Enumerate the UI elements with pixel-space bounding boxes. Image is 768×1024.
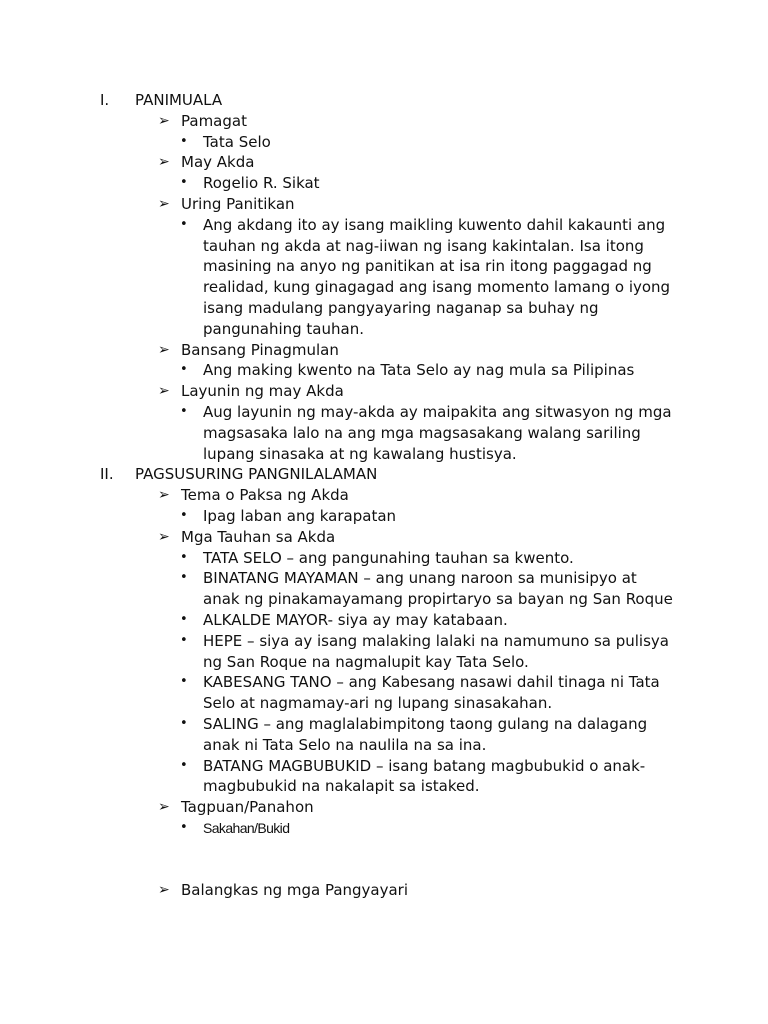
bullet-icon: • bbox=[180, 507, 188, 523]
bullet-item bbox=[0, 548, 768, 569]
bullet-icon: • bbox=[180, 674, 188, 690]
bullet-continuation bbox=[0, 589, 768, 610]
bullet-text: magsasaka lalo na ang mga magsasakang walang sariling bbox=[203, 423, 641, 442]
arrow-bullet-icon: ➢ bbox=[158, 528, 170, 545]
section-title: PAGSUSURING PANGNILALAMAN bbox=[135, 465, 378, 484]
bullet-text: BINATANG MAYAMAN – ang unang naroon sa munisipyo at bbox=[203, 569, 637, 588]
document-page bbox=[0, 90, 768, 901]
bullet-icon: • bbox=[180, 632, 188, 648]
bullet-continuation bbox=[0, 652, 768, 673]
bullet-text: pangunahing tauhan. bbox=[203, 319, 364, 338]
section-numeral: I. bbox=[100, 91, 110, 109]
bullet-icon: • bbox=[180, 570, 188, 586]
bullet-item bbox=[0, 402, 768, 423]
bullet-item bbox=[0, 360, 768, 381]
item-label: Tema o Paksa ng Akda bbox=[181, 486, 349, 505]
item-label: Bansang Pinagmulan bbox=[181, 340, 339, 359]
bullet-item bbox=[0, 631, 768, 652]
section-heading bbox=[0, 464, 768, 485]
bullet-text: SALING – ang maglalabimpitong taong gulang na dalagang bbox=[203, 714, 648, 733]
bullet-text: magbubukid na nakalapit sa istaked. bbox=[203, 777, 480, 796]
arrow-bullet-icon: ➢ bbox=[158, 799, 170, 816]
bullet-icon: • bbox=[180, 175, 188, 191]
arrow-bullet-icon: ➢ bbox=[158, 341, 170, 358]
arrow-bullet-icon: ➢ bbox=[158, 882, 170, 899]
list-item bbox=[0, 880, 768, 901]
list-item bbox=[0, 194, 768, 215]
bullet-icon: • bbox=[180, 549, 188, 565]
bullet-continuation bbox=[0, 277, 768, 298]
bullet-icon: • bbox=[180, 757, 188, 773]
bullet-text: KABESANG TANO – ang Kabesang nasawi dahil tinaga ni Tata bbox=[203, 673, 660, 692]
bullet-text: Ang making kwento na Tata Selo ay nag mula sa Pilipinas bbox=[203, 361, 635, 380]
blank-space bbox=[0, 839, 768, 881]
item-label: Layunin ng may Akda bbox=[181, 382, 344, 401]
section-heading bbox=[0, 90, 768, 111]
bullet-text: anak ng pinakamayamang propirtaryo sa bayan ng San Roque bbox=[203, 590, 673, 609]
bullet-continuation bbox=[0, 236, 768, 257]
bullet-text: Tata Selo bbox=[203, 132, 271, 151]
bullet-item bbox=[0, 818, 768, 839]
arrow-bullet-icon: ➢ bbox=[158, 195, 170, 212]
section-title: PANIMUALA bbox=[135, 91, 223, 109]
item-label: Balangkas ng mga Pangyayari bbox=[181, 881, 409, 900]
bullet-item bbox=[0, 672, 768, 693]
list-item bbox=[0, 111, 768, 132]
item-label: Tagpuan/Panahon bbox=[181, 798, 314, 817]
bullet-icon: • bbox=[180, 216, 188, 232]
bullet-text: Ipag laban ang karapatan bbox=[203, 506, 397, 525]
bullet-item bbox=[0, 568, 768, 589]
bullet-text: isang madulang pangyayaring naganap sa buhay ng bbox=[203, 298, 599, 317]
list-item bbox=[0, 152, 768, 173]
bullet-icon: • bbox=[180, 362, 188, 378]
item-label: Pamagat bbox=[181, 111, 247, 130]
bullet-item bbox=[0, 132, 768, 153]
bullet-text: anak ni Tata Selo na naulila na sa ina. bbox=[203, 735, 487, 754]
bullet-continuation bbox=[0, 319, 768, 340]
bullet-text: realidad, kung ginagagad ang isang momento lamang o iyong bbox=[203, 278, 671, 297]
bullet-text: TATA SELO – ang pangunahing tauhan sa kwento. bbox=[203, 548, 574, 567]
bullet-continuation bbox=[0, 298, 768, 319]
arrow-bullet-icon: ➢ bbox=[158, 154, 170, 171]
bullet-text: Ang akdang ito ay isang maikling kuwento dahil kakaunti ang bbox=[203, 215, 666, 234]
list-item bbox=[0, 797, 768, 818]
bullet-text: HEPE – siya ay isang malaking lalaki na namumuno sa pulisya bbox=[203, 631, 669, 650]
bullet-item bbox=[0, 610, 768, 631]
item-label: Mga Tauhan sa Akda bbox=[181, 527, 336, 546]
bullet-item bbox=[0, 506, 768, 527]
bullet-continuation bbox=[0, 423, 768, 444]
arrow-bullet-icon: ➢ bbox=[158, 112, 170, 129]
bullet-text: ng San Roque na nagmalupit kay Tata Selo. bbox=[203, 652, 529, 671]
bullet-item bbox=[0, 215, 768, 236]
list-item bbox=[0, 340, 768, 361]
bullet-text: Aug layunin ng may-akda ay maipakita ang sitwasyon ng mga bbox=[203, 402, 672, 421]
bullet-continuation bbox=[0, 256, 768, 277]
bullet-item bbox=[0, 714, 768, 735]
bullet-icon: • bbox=[180, 133, 188, 149]
bullet-icon: • bbox=[180, 611, 188, 627]
bullet-text: Sakahan/Bukid bbox=[203, 819, 290, 836]
arrow-bullet-icon: ➢ bbox=[158, 383, 170, 400]
bullet-continuation bbox=[0, 444, 768, 465]
list-item bbox=[0, 381, 768, 402]
bullet-icon: • bbox=[180, 819, 188, 835]
arrow-bullet-icon: ➢ bbox=[158, 487, 170, 504]
bullet-item bbox=[0, 173, 768, 194]
list-item bbox=[0, 485, 768, 506]
bullet-icon: • bbox=[180, 403, 188, 419]
item-label: May Akda bbox=[181, 153, 255, 172]
bullet-continuation bbox=[0, 693, 768, 714]
bullet-item bbox=[0, 756, 768, 777]
section-numeral: II. bbox=[100, 465, 114, 484]
bullet-text: masining na anyo ng panitikan at isa rin itong paggagad ng bbox=[203, 257, 652, 276]
bullet-text: Selo at nagmamay-ari ng lupang sinasakahan. bbox=[203, 694, 553, 713]
bullet-continuation bbox=[0, 776, 768, 797]
bullet-continuation bbox=[0, 735, 768, 756]
list-item bbox=[0, 527, 768, 548]
bullet-text: tauhan ng akda at nag-iiwan ng isang kakintalan. Isa itong bbox=[203, 236, 644, 255]
bullet-text: lupang sinasaka at ng kawalang hustisya. bbox=[203, 444, 517, 463]
bullet-text: Rogelio R. Sikat bbox=[203, 174, 320, 193]
bullet-text: ALKALDE MAYOR- siya ay may katabaan. bbox=[203, 610, 508, 629]
bullet-icon: • bbox=[180, 715, 188, 731]
bullet-text: BATANG MAGBUBUKID – isang batang magbubukid o anak- bbox=[203, 756, 646, 775]
item-label: Uring Panitikan bbox=[181, 194, 295, 213]
